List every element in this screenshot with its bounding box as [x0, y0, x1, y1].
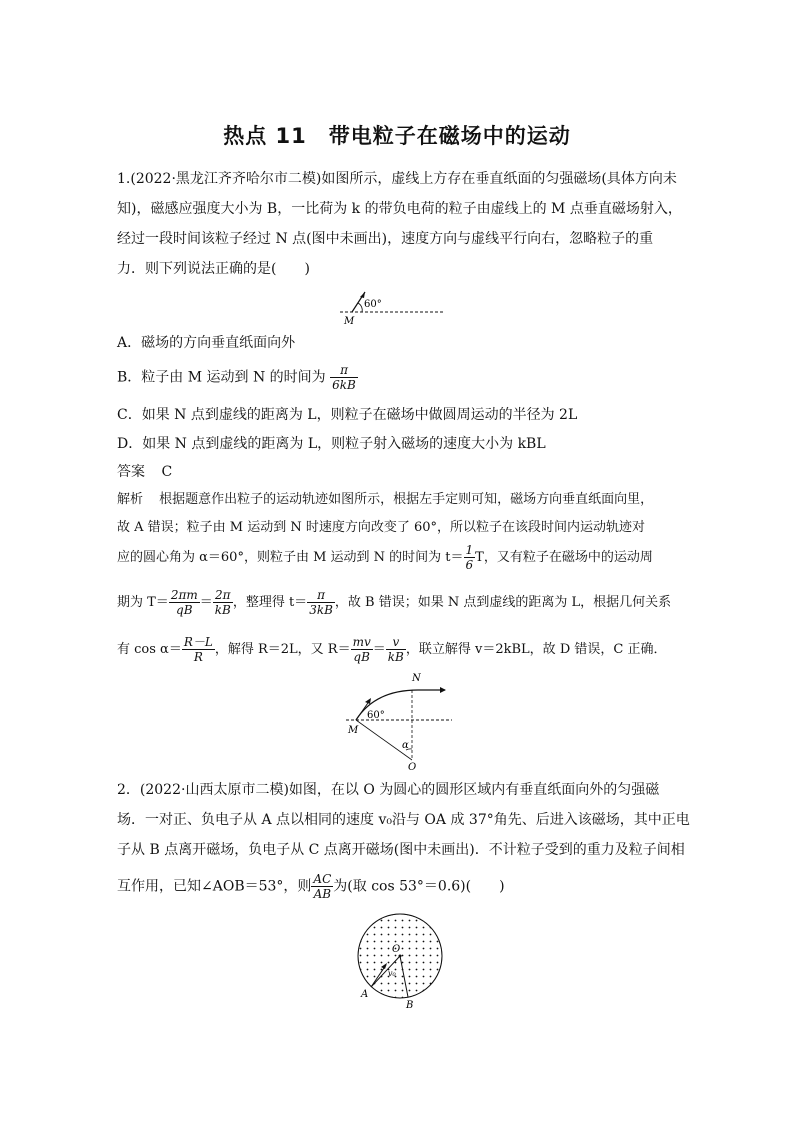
fraction-denominator: qB — [353, 650, 370, 664]
arrowhead-icon — [440, 687, 446, 693]
angle-label: 60° — [367, 710, 385, 721]
fraction-denominator: 6 — [465, 558, 474, 572]
q2-stem-line1: 2．(2022·山西太原市二模)如图，在以 O 为圆心的圆形区域内有垂直纸面向外的匀强磁 — [117, 782, 660, 798]
v0-label: v₀ — [388, 969, 396, 978]
explanation-text: ，整理得 t＝ — [232, 595, 308, 610]
explanation-text: 根据题意作出粒子的运动轨迹如图所示，根据左手定则可知，磁场方向垂直纸面向里， — [159, 492, 654, 507]
arrowhead-icon — [365, 698, 371, 704]
fraction-numerator: 1 — [465, 543, 474, 557]
fraction — [169, 588, 200, 617]
fraction-denominator: 6kB — [332, 378, 356, 392]
explanation-text: 有 cos α＝ — [117, 642, 182, 657]
fraction-denominator: AB — [313, 887, 332, 901]
trajectory-arc — [356, 690, 418, 720]
explanation-text: 期为 T＝ — [117, 595, 169, 610]
option-c: C．如果 N 点到虚线的距离为 L，则粒子在磁场中做圆周运动的半径为 2L — [117, 407, 578, 423]
option-a: A．磁场的方向垂直纸面向外 — [117, 335, 296, 351]
fraction — [311, 872, 333, 901]
q2-stem-text: 互作用，已知∠AOB＝53°，则 — [117, 878, 312, 895]
explanation-text: ＝ — [199, 595, 213, 610]
fraction — [213, 588, 233, 617]
explanation-line5 — [117, 635, 666, 664]
answer-value: C — [161, 464, 173, 480]
fraction-denominator: kB — [387, 650, 404, 664]
point-o-label: O — [408, 762, 417, 772]
q1-solution-figure — [340, 672, 460, 772]
explanation-text: ，联立解得 v＝2kBL，故 D 错误，C 正确． — [405, 642, 667, 657]
explanation-text: ，解得 R＝2L，又 R＝ — [214, 642, 351, 657]
option-b-fraction — [330, 363, 358, 392]
fraction-numerator: mv — [352, 635, 371, 649]
q2-figure — [350, 910, 450, 1010]
point-m-label: M — [348, 725, 359, 736]
option-d: D．如果 N 点到虚线的距离为 L，则粒子射入磁场的速度大小为 kBL — [117, 436, 546, 452]
fraction — [307, 588, 335, 617]
option-b-text: B．粒子由 M 运动到 N 的时间为 — [117, 369, 326, 386]
q2-stem-line4 — [117, 872, 505, 901]
page-title: 热点 11 带电粒子在磁场中的运动 — [223, 124, 571, 148]
q1-stem-line4: 力．则下列说法正确的是( ) — [117, 261, 310, 277]
q1-stem-line2: 知)，磁感应强度大小为 B，一比荷为 k 的带负电荷的粒子由虚线上的 M 点垂直磁场射入， — [117, 201, 682, 217]
q1-figure — [330, 288, 450, 328]
point-o-label: O — [392, 944, 401, 955]
q2-stem-line3: 子从 B 点离开磁场，负电子从 C 点离开磁场(图中未画出)．不计粒子受到的重力及粒子间相 — [117, 842, 685, 858]
explanation-text: 应的圆心角为 α＝60°，则粒子由 M 运动到 N 的时间为 t＝ — [117, 550, 464, 565]
alpha-label: α — [402, 740, 409, 751]
answer-label: 答案 — [117, 464, 145, 480]
explanation-text: ＝ — [372, 642, 386, 657]
fraction-numerator: v — [386, 635, 406, 650]
fraction-denominator: kB — [214, 603, 231, 617]
angle-label: 60° — [364, 299, 382, 310]
explanation-label: 解析 — [117, 492, 144, 507]
fraction-numerator: π — [307, 588, 335, 603]
option-b — [117, 363, 358, 392]
explanation-text: T，又有粒子在磁场中的运动周 — [475, 550, 653, 565]
fraction-numerator: π — [330, 363, 358, 378]
point-b-label: B — [406, 1000, 414, 1010]
fraction-numerator: R－L — [183, 635, 213, 649]
explanation-line4 — [117, 588, 671, 617]
fraction-denominator: R — [193, 650, 203, 664]
arrowhead-icon — [360, 292, 365, 298]
fraction — [182, 635, 215, 664]
fraction-denominator: qB — [176, 603, 193, 617]
fraction-numerator: AC — [313, 872, 332, 886]
fraction — [351, 635, 373, 664]
q1-stem-line3: 经过一段时间该粒子经过 N 点(图中未画出)，速度方向与虚线平行向右，忽略粒子的重 — [117, 231, 654, 247]
q2-stem-line2: 场．一对正、负电子从 A 点以相同的速度 v₀沿与 OA 成 37°角先、后进入该磁场，其中正电 — [117, 812, 690, 828]
q1-stem-line1: 1.(2022·黑龙江齐齐哈尔市二模)如图所示，虚线上方存在垂直纸面的匀强磁场(具体方向未 — [117, 171, 677, 187]
explanation-line3 — [117, 543, 653, 572]
fraction — [386, 635, 406, 664]
fraction-numerator: 2π — [213, 588, 233, 603]
fraction — [464, 543, 476, 572]
q2-stem-text: 为(取 cos 53°＝0.6)( ) — [333, 878, 505, 895]
explanation-line1 — [117, 488, 653, 507]
answer-line — [117, 461, 172, 481]
point-a-label: A — [361, 989, 369, 1000]
explanation-line2: 故 A 错误；粒子由 M 运动到 N 时速度方向改变了 60°，所以粒子在该段时间内运动轨迹对 — [117, 520, 646, 535]
fraction-denominator: 3kB — [309, 603, 333, 617]
point-n-label: N — [412, 673, 421, 684]
angle-arc — [358, 303, 362, 312]
point-m-label: M — [344, 316, 355, 327]
explanation-text: ，故 B 错误；如果 N 点到虚线的距离为 L，根据几何关系 — [334, 595, 672, 610]
fraction-numerator: 2πm — [170, 588, 198, 602]
